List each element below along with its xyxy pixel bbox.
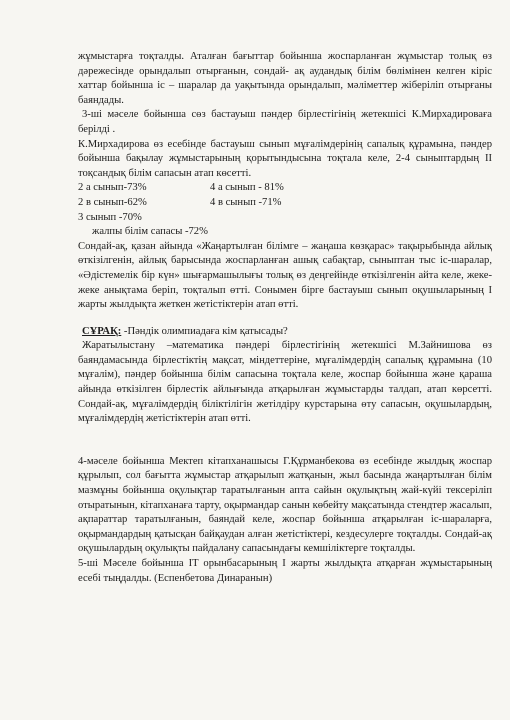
paragraph-2: 3-ші мәселе бойынша сөз бастауыш пәндер бірлестігінің жетекшісі К.Мирхадироваға берілді . xyxy=(78,109,492,135)
paragraph-1: жұмыстарға тоқталды. Аталған бағыттар бойынша жоспарланған жұмыстар толық өз дәрежесінде орындалып отырғанын, сондай- ақ аудандық білім бөлімінен келген кіріс хаттар бойынша іс – шаралар да уақытында орындалып, мәліметтер жіберіліп отырғаны баяндады. xyxy=(78,51,492,106)
grade-item: 4 а сынып - 81% xyxy=(210,182,284,194)
grade-item: 2 в сынып-62% xyxy=(78,196,147,208)
question-text: -Пәндік олимпиадаға кім қатысады? xyxy=(121,325,288,337)
question-label: СҰРАҚ: xyxy=(82,325,122,337)
grade-item: 4 в сынып -71% xyxy=(210,196,282,208)
grade-quality-list xyxy=(78,181,492,239)
grade-item: 3 сынып -70% xyxy=(78,211,142,223)
paragraph-4: Сондай-ақ, қазан айында «Жаңартылған білімге – жаңаша көзқарас» тақырыбында айлық өткізілгенін, айлық барысында жоспарланған ашық сабақтар, сыныптан тыс іс-шаралар, «Әдістемелік бір күн» шығармашылығы толық өз деңгейінде өткізілгенін айта келе, жеке-жеке анықтама беріп, тоқталып өтті. Сонымен бірге бастауыш сынып оқушыларының I жарты жылдықта жеткен жетістіктерін атап өтті. xyxy=(78,240,492,311)
question-line xyxy=(78,325,492,340)
total-quality: жалпы білім сапасы -72% xyxy=(92,226,208,238)
grade-row xyxy=(78,181,492,196)
grade-row xyxy=(78,211,492,226)
paragraph-7: 5-ші Мәселе бойынша IT орынбасарының I жарты жылдықта атқарған жұмыстарының есебі тыңдалды. (Еспенбетова Динаранын) xyxy=(78,558,492,584)
paragraph-6: 4-мәселе бойынша Мектеп кітапханашысы Г.Құрманбекова өз есебінде жылдық жоспар құрылып, сол бағытта жұмыстар атқарылып жатқанын, жыл басында жаңартылған білім мазмұны бойынша оқулықтар таратылғанын апта сайын оқулықтың жай-күйі тексерiлiп отыратынын, кітапханаға тарту, оқырмандар санын көбейту мақсатында стендтер жасалып, ақпараттар таратылғанын, баяндай келе, жоспар бойынша атқарылған іс-шараларға, оқырмандардың қатысқан байқаудан алған жетістіктері, кездесулерге тоқталды. Сондай-ақ оқушылардың оқулықты пайдалану сапасындағы кемшіліктерге тоқталды. xyxy=(78,455,492,555)
grade-row xyxy=(78,196,492,211)
grade-item: 2 а сынып-73% xyxy=(78,182,147,194)
paragraph-3: К.Мирхадирова өз есебінде бастауыш сынып мұғалімдерінің сапалық құрамына, пәндер бойынша бақылау жұмыстарының қорытындысына тоқтала келе, 2-4 сыныптардың II тоқсандық білім сапасын атап көсетті. xyxy=(78,138,492,179)
paragraph-5: Жаратылыстану –математика пәндері бірлестігінің жетекшісі М.Зайнишова өз баяндамасында бірлестіктің мақсат, міндеттеріне, мұғалімдердің сапалық құрамына (10 мұғалім), пәндер бойынша білім сапасына тоқтала келе, жоспар бойынша және қараша айында өткізілген бірлестік айлығында атқарылған жұмыстарды талдап, атап көрсетті. Сондай-ақ, мұғалімдердің біліктілігін жетілдіру курстарына өту сапасын, оқушылардың, мұғалімдердің жетістіктерін атап өтті. xyxy=(78,340,492,425)
